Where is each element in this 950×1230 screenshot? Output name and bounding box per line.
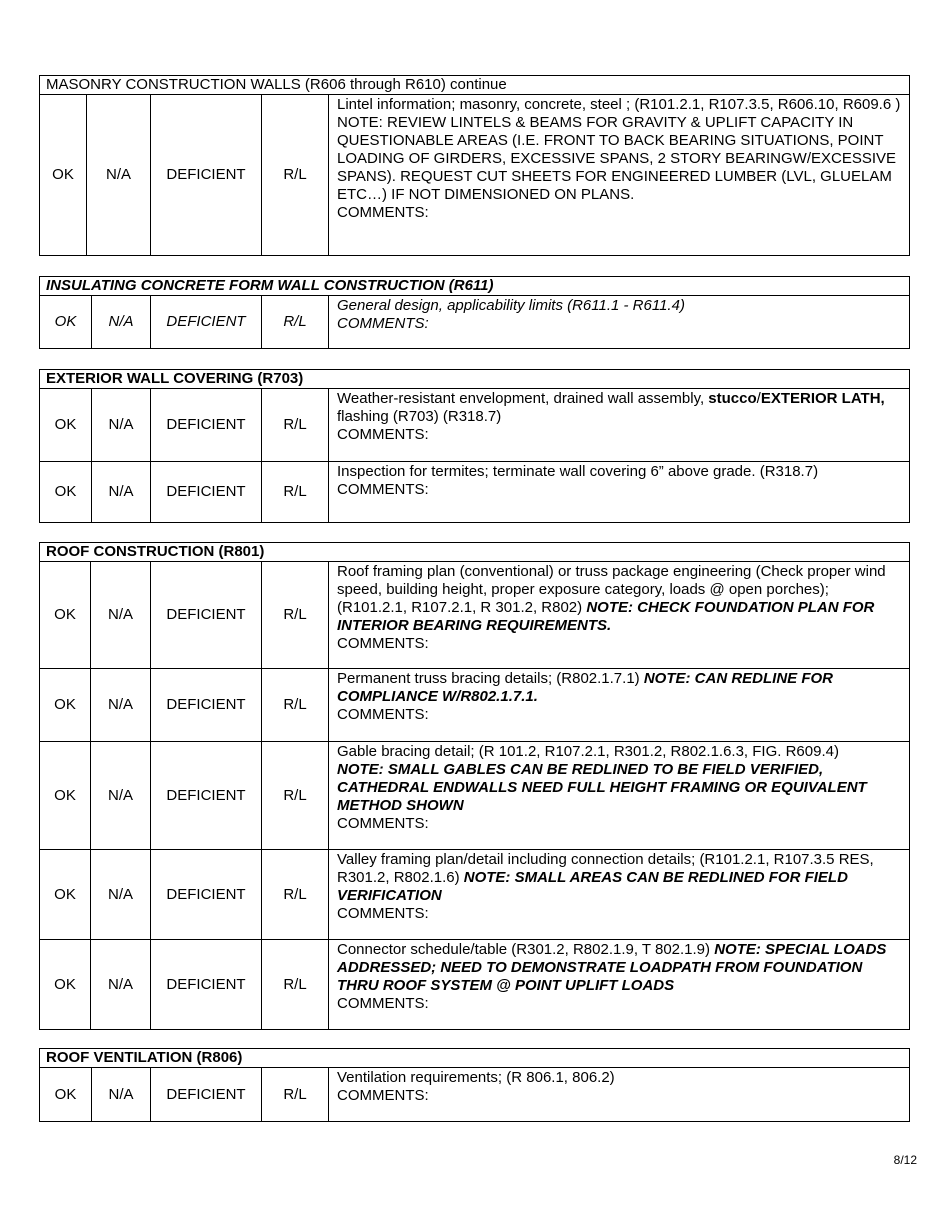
masonry-table xyxy=(39,75,910,256)
item-note: NOTE: SPECIAL LOADS ADDRESSED; NEED TO DEMONSTRATE LOADPATH FROM FOUNDATION THRU ROOF SYSTEM @ POINT UPLIFT LOADS xyxy=(337,941,887,994)
section-title: MASONRY CONSTRUCTION WALLS (R606 through R610) continue xyxy=(40,76,910,95)
checklist-row xyxy=(40,850,910,940)
ok-option[interactable]: OK xyxy=(40,850,91,940)
comments-label: COMMENTS: xyxy=(337,204,429,221)
ok-option[interactable]: OK xyxy=(40,389,92,462)
rl-option[interactable]: R/L xyxy=(262,850,329,940)
deficient-option[interactable]: DEFICIENT xyxy=(151,562,262,669)
item-text: Ventilation requirements; (R 806.1, 806.2) xyxy=(337,1069,615,1086)
deficient-option[interactable]: DEFICIENT xyxy=(151,296,262,349)
rl-option[interactable]: R/L xyxy=(262,462,329,523)
item-text: Inspection for termites; terminate wall covering 6” above grade. (R318.7) xyxy=(337,463,819,480)
item-description xyxy=(329,296,910,349)
deficient-option[interactable]: DEFICIENT xyxy=(151,940,262,1030)
deficient-option[interactable]: DEFICIENT xyxy=(151,669,262,742)
rl-option[interactable]: R/L xyxy=(262,669,329,742)
item-description xyxy=(329,462,910,523)
na-option[interactable]: N/A xyxy=(91,562,151,669)
comments-label: COMMENTS: xyxy=(337,315,429,332)
ok-option[interactable]: OK xyxy=(40,742,91,850)
checklist-row xyxy=(40,462,910,523)
item-text: Connector schedule/table (R301.2, R802.1.9, T 802.1.9) xyxy=(337,941,715,958)
rl-option[interactable]: R/L xyxy=(262,1068,329,1122)
comments-label: COMMENTS: xyxy=(337,481,429,498)
na-option[interactable]: N/A xyxy=(87,95,151,256)
na-option[interactable]: N/A xyxy=(92,296,151,349)
na-option[interactable]: N/A xyxy=(91,742,151,850)
checklist-row xyxy=(40,940,910,1030)
item-description xyxy=(329,1068,910,1122)
item-description xyxy=(329,562,910,669)
ok-option[interactable]: OK xyxy=(40,462,92,523)
item-description xyxy=(329,95,910,256)
item-description xyxy=(329,940,910,1030)
item-text: flashing (R703) (R318.7) xyxy=(337,408,502,425)
checklist-row xyxy=(40,296,910,349)
checklist-row xyxy=(40,95,910,256)
ok-option[interactable]: OK xyxy=(40,95,87,256)
deficient-option[interactable]: DEFICIENT xyxy=(151,95,262,256)
item-text: Roof framing plan (conventional) or truss package engineering (Check proper wind speed, building height, proper exposure category, loads @ open porches); (R101.2.1, R107.2.1, R 301.2, R802) xyxy=(337,563,886,616)
ok-option[interactable]: OK xyxy=(40,669,91,742)
na-option[interactable]: N/A xyxy=(91,850,151,940)
na-option[interactable]: N/A xyxy=(91,669,151,742)
item-note: NOTE: SMALL GABLES CAN BE REDLINED TO BE FIELD VERIFIED, CATHEDRAL ENDWALLS NEED FULL HEIGHT FRAMING OR EQUIVALENT METHOD SHOWN xyxy=(337,761,867,814)
item-description xyxy=(329,669,910,742)
icf-section xyxy=(39,276,910,349)
comments-label: COMMENTS: xyxy=(337,905,429,922)
section-title: INSULATING CONCRETE FORM WALL CONSTRUCTION (R611) xyxy=(40,277,910,296)
exterior-wall-section xyxy=(39,369,910,523)
deficient-option[interactable]: DEFICIENT xyxy=(151,742,262,850)
item-description xyxy=(329,389,910,462)
comments-label: COMMENTS: xyxy=(337,1087,429,1104)
rl-option[interactable]: R/L xyxy=(262,95,329,256)
roof-construction-section xyxy=(39,542,910,1030)
ok-option[interactable]: OK xyxy=(40,940,91,1030)
item-description xyxy=(329,742,910,850)
item-text: General design, applicability limits (R611.1 - R611.4) xyxy=(337,297,685,314)
deficient-option[interactable]: DEFICIENT xyxy=(151,1068,262,1122)
section-title: EXTERIOR WALL COVERING (R703) xyxy=(40,370,910,389)
ok-option[interactable]: OK xyxy=(40,1068,92,1122)
checklist-row xyxy=(40,742,910,850)
checklist-row xyxy=(40,669,910,742)
rl-option[interactable]: R/L xyxy=(262,742,329,850)
na-option[interactable]: N/A xyxy=(91,940,151,1030)
ok-option[interactable]: OK xyxy=(40,296,92,349)
na-option[interactable]: N/A xyxy=(92,1068,151,1122)
rl-option[interactable]: R/L xyxy=(262,296,329,349)
comments-label: COMMENTS: xyxy=(337,426,429,443)
roof-construction-table xyxy=(39,542,910,1030)
na-option[interactable]: N/A xyxy=(92,462,151,523)
icf-table xyxy=(39,276,910,349)
item-description xyxy=(329,850,910,940)
roof-ventilation-table xyxy=(39,1048,910,1122)
item-note: NOTE: CAN REDLINE FOR COMPLIANCE W/R802.1.7.1. xyxy=(337,670,833,705)
comments-label: COMMENTS: xyxy=(337,995,429,1012)
item-text: Valley framing plan/detail including connection details; (R101.2.1, R107.3.5 RES, R301.2, R802.1.6) xyxy=(337,851,874,886)
deficient-option[interactable]: DEFICIENT xyxy=(151,389,262,462)
item-note: NOTE: CHECK FOUNDATION PLAN FOR INTERIOR BEARING REQUIREMENTS. xyxy=(337,599,875,634)
exterior-wall-table xyxy=(39,369,910,523)
page-number: 8/12 xyxy=(893,1153,917,1167)
na-option[interactable]: N/A xyxy=(92,389,151,462)
section-title: ROOF VENTILATION (R806) xyxy=(40,1049,910,1068)
checklist-row xyxy=(40,389,910,462)
masonry-section xyxy=(39,75,910,256)
roof-ventilation-section xyxy=(39,1048,910,1122)
item-text: Lintel information; masonry, concrete, steel ; (R101.2.1, R107.3.5, R606.10, R609.6 ) NOTE: REVIEW LINTELS & BEAMS FOR GRAVITY & UPLIFT CAPACITY IN QUESTIONABLE AREAS (I.E. FRONT TO BACK BEARING SITUATIONS, POINT LOADING OF GIRDERS, EXCESSIVE SPANS, 2 STORY BEARINGW/EXCESSIVE SPANS). REQUEST CUT SHEETS FOR ENGINEERED LUMBER (LVL, GLUELAM ETC…) IF NOT DIMENSIONED ON PLANS. xyxy=(337,96,901,203)
item-text-emphasis: stucco xyxy=(708,390,757,407)
item-text: Gable bracing detail; (R 101.2, R107.2.1, R301.2, R802.1.6.3, FIG. R609.4) xyxy=(337,743,839,760)
section-title: ROOF CONSTRUCTION (R801) xyxy=(40,543,910,562)
comments-label: COMMENTS: xyxy=(337,706,429,723)
ok-option[interactable]: OK xyxy=(40,562,91,669)
comments-label: COMMENTS: xyxy=(337,635,429,652)
deficient-option[interactable]: DEFICIENT xyxy=(151,462,262,523)
item-text: Permanent truss bracing details; (R802.1.7.1) xyxy=(337,670,644,687)
rl-option[interactable]: R/L xyxy=(262,562,329,669)
comments-label: COMMENTS: xyxy=(337,815,429,832)
deficient-option[interactable]: DEFICIENT xyxy=(151,850,262,940)
item-text: Weather-resistant envelopment, drained wall assembly, xyxy=(337,390,709,407)
item-note: NOTE: SMALL AREAS CAN BE REDLINED FOR FIELD VERIFICATION xyxy=(337,869,848,904)
item-text-separator: / xyxy=(756,390,761,407)
rl-option[interactable]: R/L xyxy=(262,940,329,1030)
rl-option[interactable]: R/L xyxy=(262,389,329,462)
checklist-row xyxy=(40,562,910,669)
checklist-row xyxy=(40,1068,910,1122)
item-text-emphasis: EXTERIOR LATH, xyxy=(760,390,885,407)
